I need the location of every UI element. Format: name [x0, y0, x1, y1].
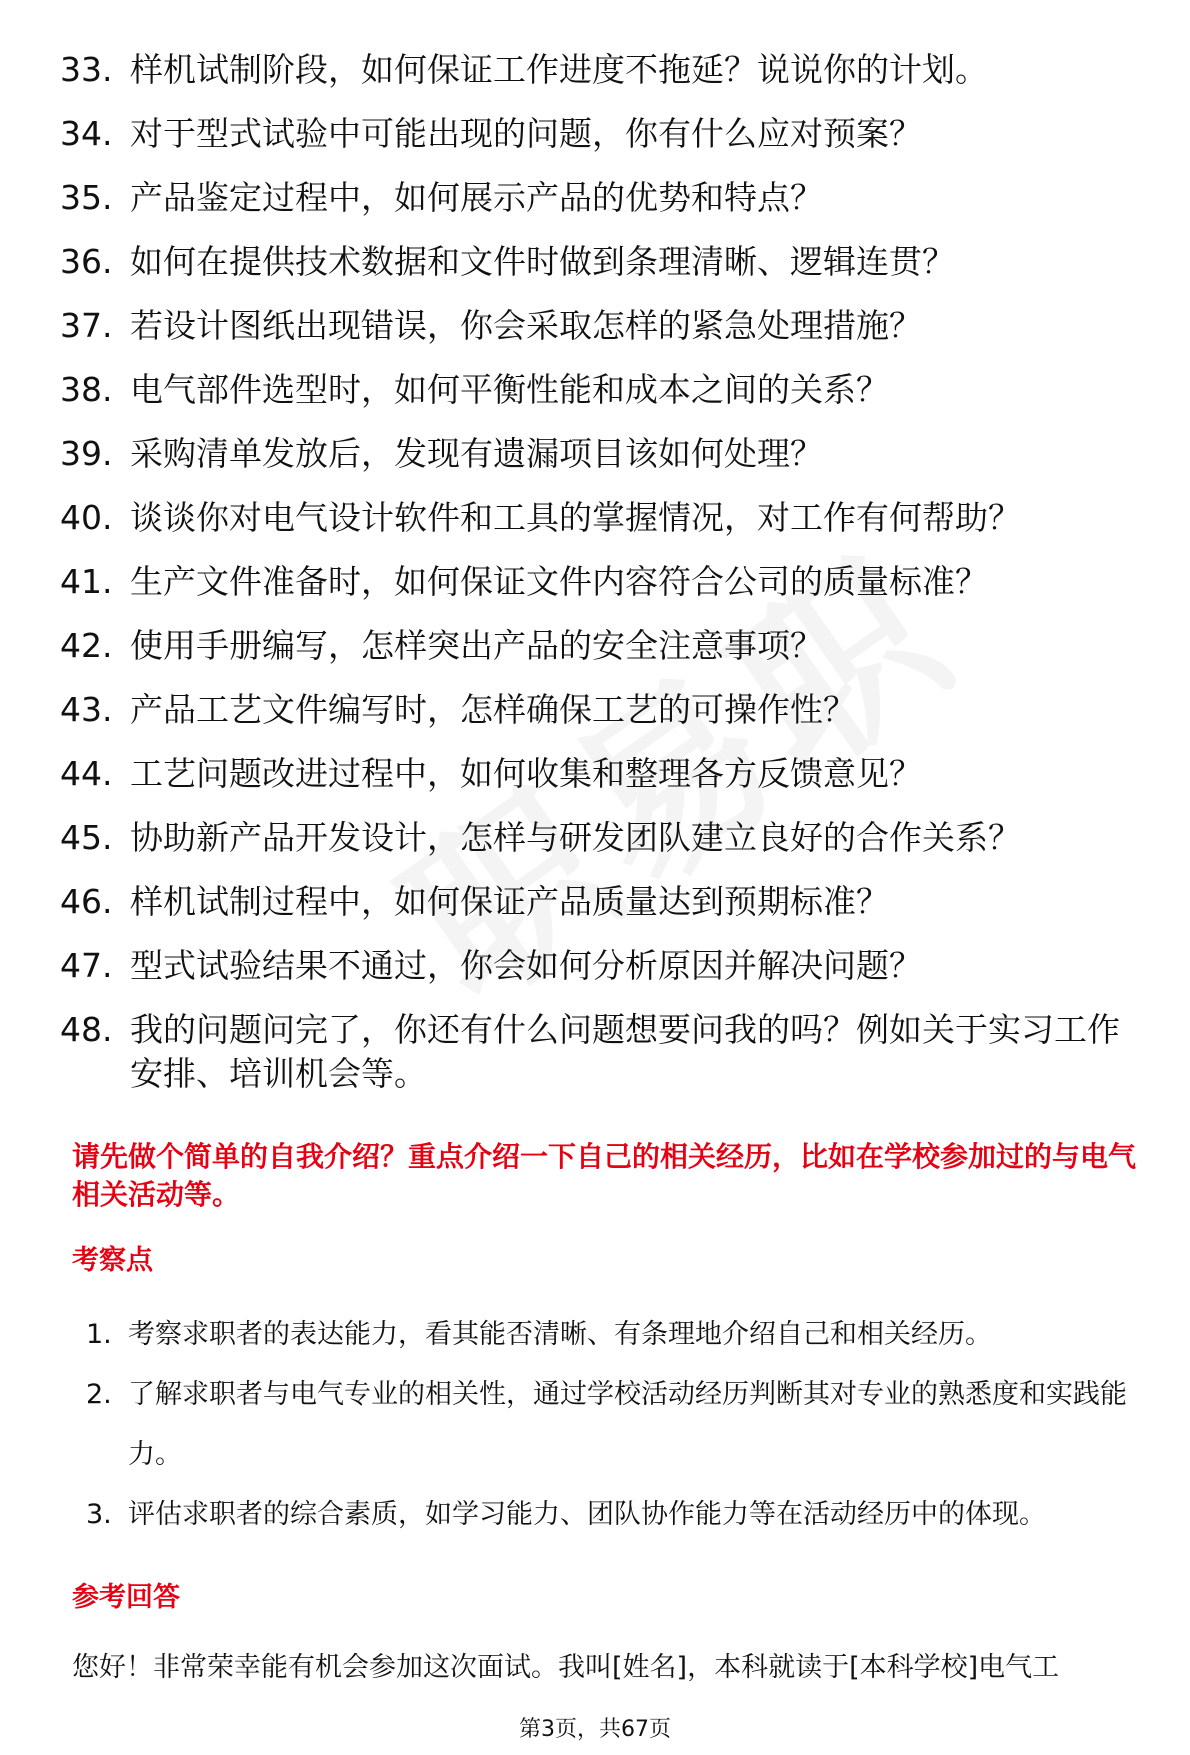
list-item	[86, 1365, 1166, 1485]
question-text: 样机试制过程中，如何保证产品质量达到预期标准？	[130, 882, 889, 921]
list-item	[86, 1485, 1166, 1545]
list-item	[60, 496, 1150, 540]
question-number: 45.	[60, 818, 113, 857]
question-number: 38.	[60, 370, 113, 409]
question-number: 44.	[60, 754, 113, 793]
question-text: 我的问题问完了，你还有什么问题想要问我的吗？例如关于实习工作安排、培训机会等。	[130, 1010, 1120, 1093]
reference-label: 参考回答	[72, 1582, 180, 1613]
question-number: 47.	[60, 946, 113, 985]
featured-question-heading: 请先做个简单的自我介绍？重点介绍一下自己的相关经历，比如在学校参加过的与电气相关活动等。	[72, 1140, 1137, 1211]
point-text: 考察求职者的表达能力，看其能否清晰、有条理地介绍自己和相关经历。	[128, 1319, 992, 1350]
list-item	[60, 624, 1150, 668]
question-text: 样机试制阶段，如何保证工作进度不拖延？说说你的计划。	[130, 50, 988, 89]
question-text: 使用手册编写，怎样突出产品的安全注意事项？	[130, 626, 823, 665]
question-text: 协助新产品开发设计，怎样与研发团队建立良好的合作关系？	[130, 818, 1021, 857]
question-number: 39.	[60, 434, 113, 473]
list-item	[60, 112, 1150, 156]
question-text: 如何在提供技术数据和文件时做到条理清晰、逻辑连贯？	[130, 242, 955, 281]
list-item	[60, 240, 1150, 284]
list-item	[60, 688, 1150, 732]
question-number: 48.	[60, 1010, 113, 1049]
question-text: 型式试验结果不通过，你会如何分析原因并解决问题？	[130, 946, 922, 985]
question-number: 36.	[60, 242, 113, 281]
question-text: 谈谈你对电气设计软件和工具的掌握情况，对工作有何帮助？	[130, 498, 1021, 537]
assessment-list	[86, 1305, 1166, 1545]
list-item	[60, 816, 1150, 860]
question-text: 电气部件选型时，如何平衡性能和成本之间的关系？	[130, 370, 889, 409]
list-item	[60, 48, 1150, 92]
question-text: 产品鉴定过程中，如何展示产品的优势和特点？	[130, 178, 823, 217]
question-text: 工艺问题改进过程中，如何收集和整理各方反馈意见？	[130, 754, 922, 793]
point-text: 评估求职者的综合素质，如学习能力、团队协作能力等在活动经历中的体现。	[128, 1499, 1046, 1530]
question-text: 生产文件准备时，如何保证文件内容符合公司的质量标准？	[130, 562, 988, 601]
question-text: 产品工艺文件编写时，怎样确保工艺的可操作性？	[130, 690, 856, 729]
assessment-label: 考察点	[72, 1245, 153, 1276]
question-text: 对于型式试验中可能出现的问题，你有什么应对预案？	[130, 114, 922, 153]
list-item	[60, 432, 1150, 476]
list-item	[60, 304, 1150, 348]
page-footer: 第3页，共67页	[519, 1717, 671, 1742]
question-number: 40.	[60, 498, 113, 537]
point-number: 1.	[86, 1319, 112, 1350]
point-number: 3.	[86, 1499, 112, 1530]
question-number: 33.	[60, 50, 113, 89]
question-number: 37.	[60, 306, 113, 345]
list-item	[60, 752, 1150, 796]
list-item	[60, 880, 1150, 924]
question-number: 46.	[60, 882, 113, 921]
question-number: 35.	[60, 178, 113, 217]
question-list	[60, 48, 1150, 1116]
list-item	[60, 176, 1150, 220]
question-number: 42.	[60, 626, 113, 665]
question-text: 若设计图纸出现错误，你会采取怎样的紧急处理措施？	[130, 306, 922, 345]
list-item	[60, 944, 1150, 988]
question-text: 采购清单发放后，发现有遗漏项目该如何处理？	[130, 434, 823, 473]
list-item	[60, 1008, 1150, 1096]
point-text: 了解求职者与电气专业的相关性，通过学校活动经历判断其对专业的熟悉度和实践能力。	[128, 1379, 1127, 1470]
list-item	[86, 1305, 1166, 1365]
question-number: 43.	[60, 690, 113, 729]
question-number: 34.	[60, 114, 113, 153]
point-number: 2.	[86, 1379, 112, 1410]
reference-answer: 您好！非常荣幸能有机会参加这次面试。我叫[姓名]，本科就读于[本科学校]电气工	[72, 1652, 1060, 1683]
list-item	[60, 560, 1150, 604]
question-number: 41.	[60, 562, 113, 601]
list-item	[60, 368, 1150, 412]
